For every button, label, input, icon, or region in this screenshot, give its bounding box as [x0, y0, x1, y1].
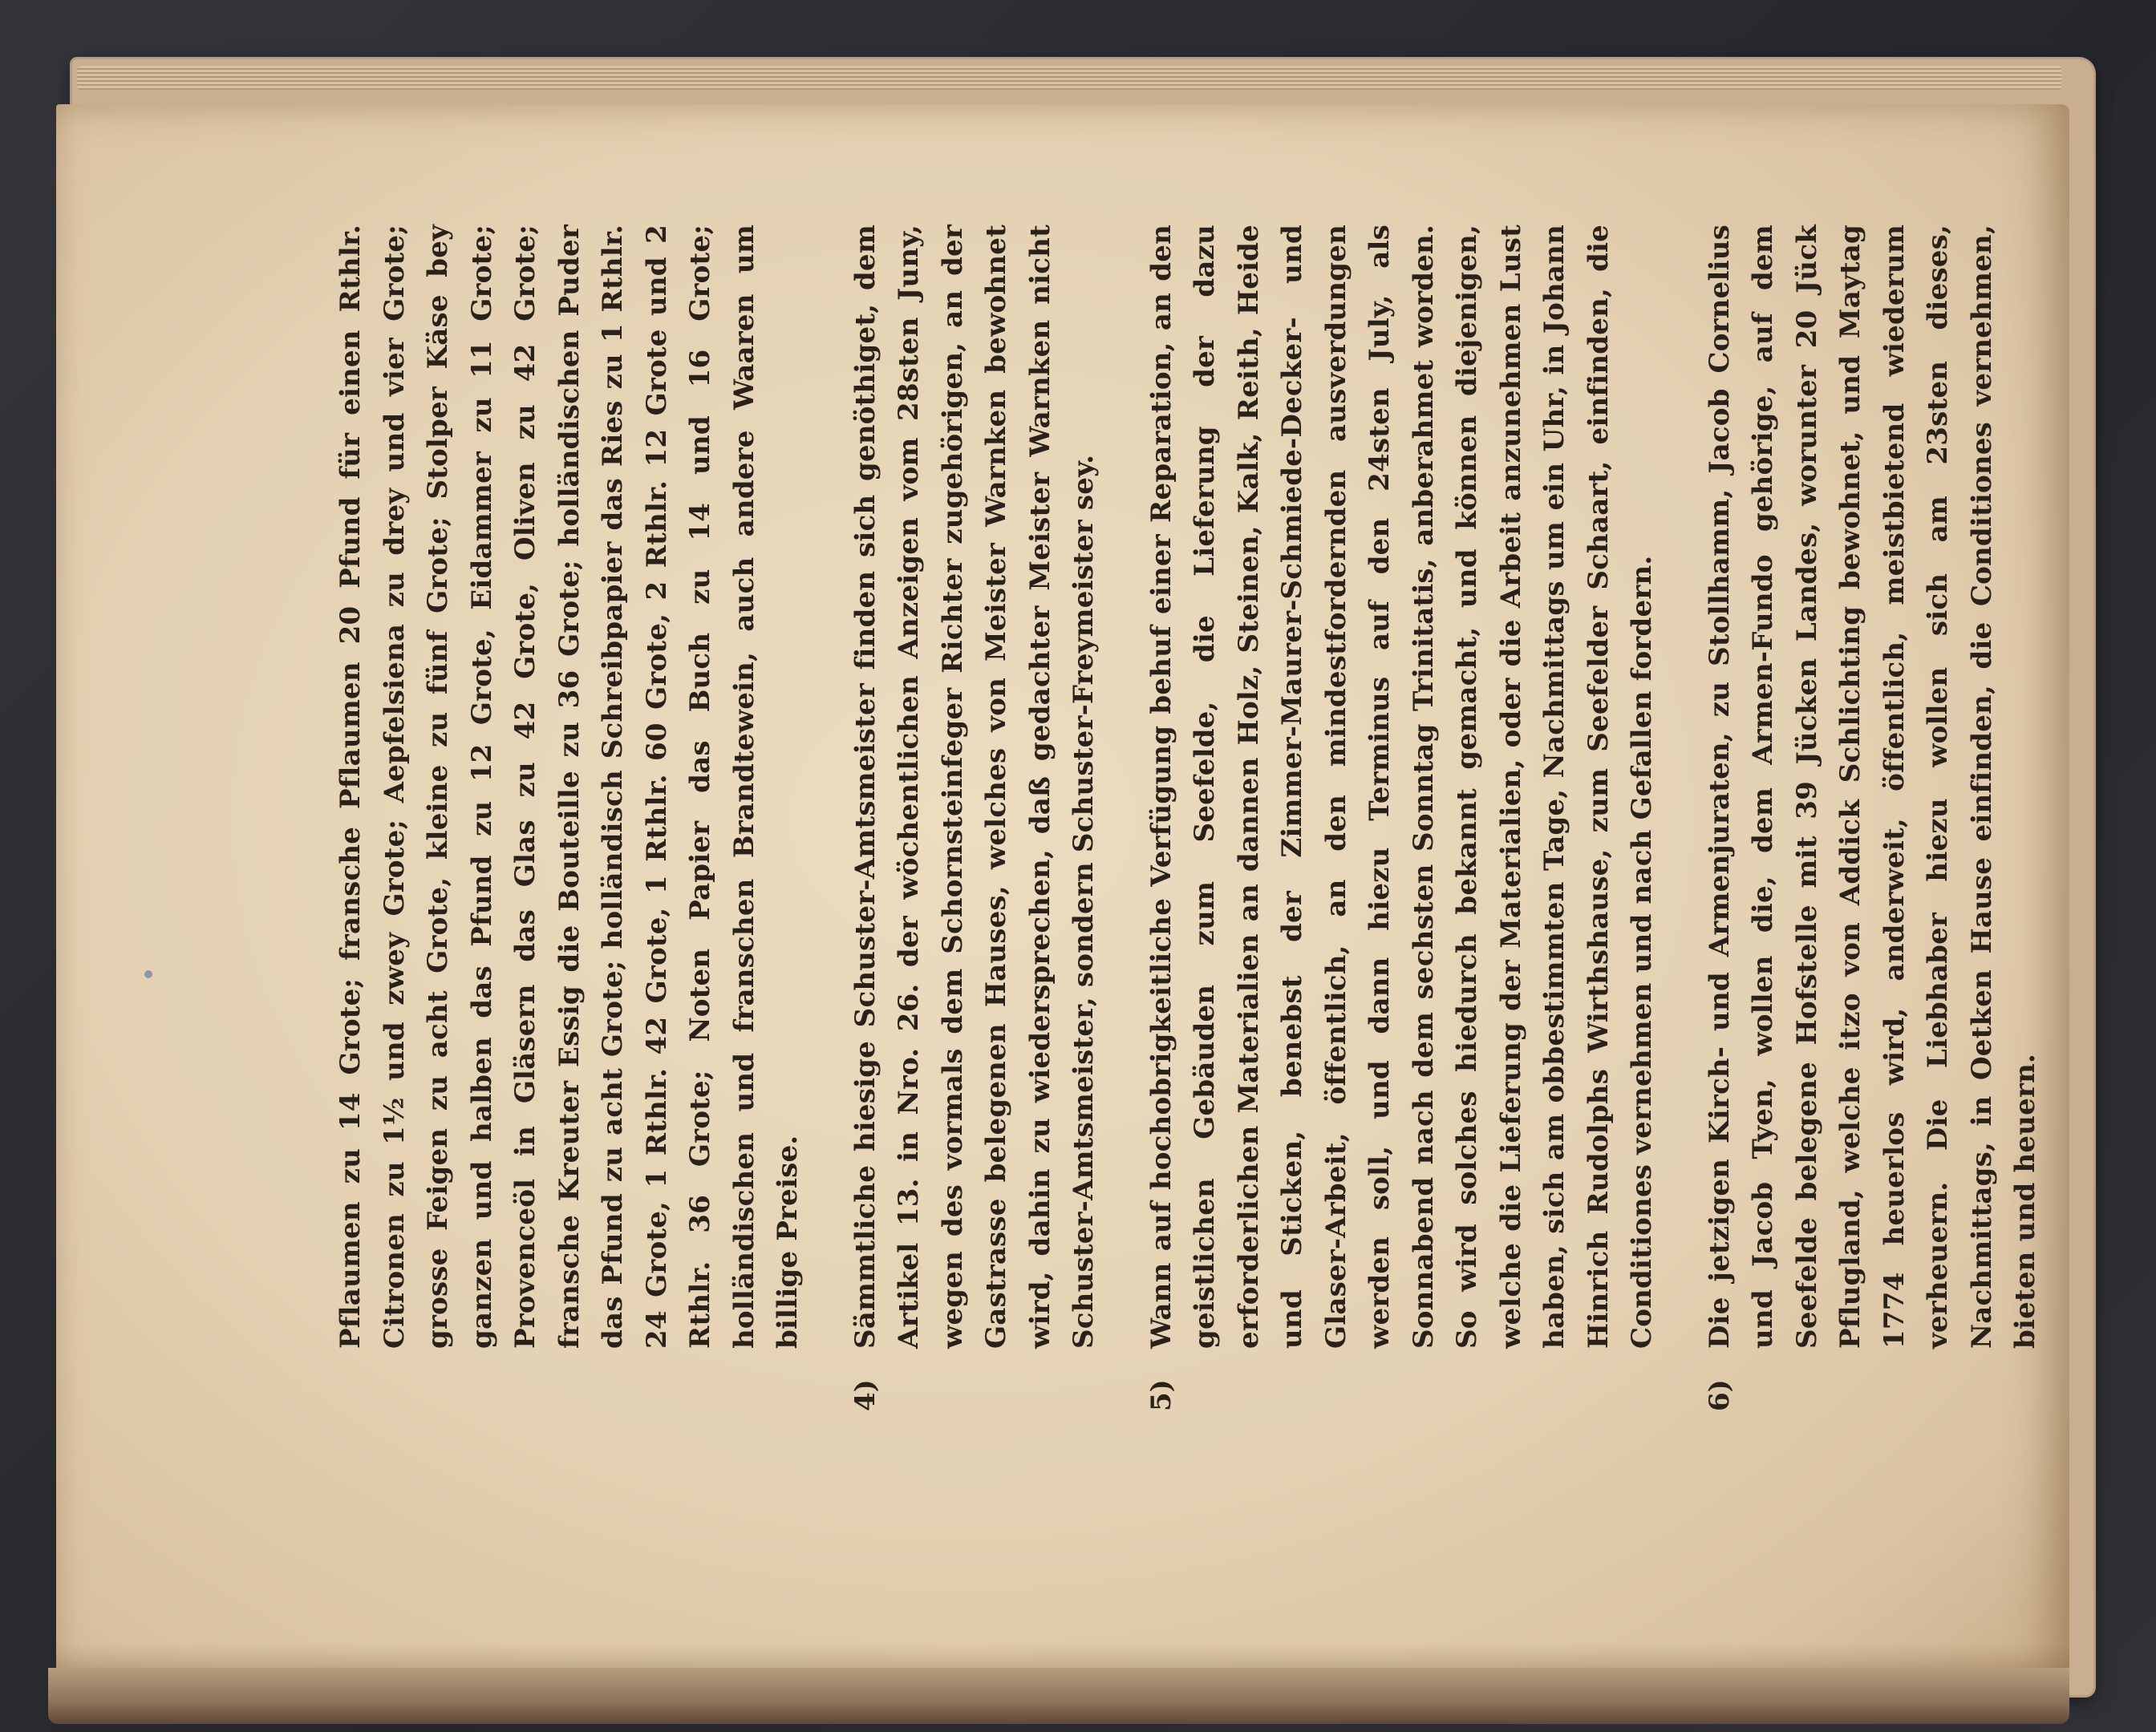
paragraph-number: 4)	[849, 1379, 881, 1411]
page-text-block	[329, 225, 2041, 1411]
ink-speck	[144, 970, 152, 978]
paragraph-3-continued	[329, 225, 810, 1411]
paragraph-text: Wann auf hochobrigkeitliche Verfügung behuf einer Reparation, an den geistlichen Gebäuden zum Seefelde, die Lieferung der dazu erforderlichen Materialien an dannen Holz, Steinen, Kalk, Reith, Heide und Sticken, benebst der Zimmer-Maurer-Schmiede-Decker- und Glaser-Arbeit, öffentlich, an den mindestfordernden ausverdungen werden soll, und dann hiezu Terminus auf den 24sten July, als Sonnabend nach dem sechsten Sonntag Trinitatis, anberahmet worden. So wird solches hiedurch bekannt gemacht, und können diejenigen, welche die Lieferung der Materialien, oder die Arbeit anzunehmen Lust haben, sich am obbestimmten Tage, Nachmittags um ein Uhr, in Johann Hinrich Rudolphs Wirthshause, zum Seefelder Schaart, einfinden, die Conditiones vernehmen und nach Gefallen fordern.	[1145, 225, 1658, 1349]
paragraph-number: 5)	[1145, 1379, 1177, 1411]
paragraph-number: 6)	[1703, 1379, 1736, 1411]
paragraph-4	[844, 225, 1106, 1411]
paragraph-5	[1140, 225, 1664, 1411]
paragraph-6	[1698, 225, 2048, 1411]
book-spine-edge	[48, 1668, 2069, 1724]
paragraph-text: Sämmtliche hiesige Schuster-Amtsmeister finden sich genöthiget, dem Artikel 13. in Nro. 26. der wöchentlichen Anzeigen vom 28sten Juny, wegen des vormals dem Schornsteinfeger Richter zugehörigen, an der Gastrasse belegenen Hauses, welches von Meister Warnken bewohnet wird, dahin zu wiedersprechen, daß gedachter Meister Warnken nicht Schuster-Amtsmeister, sondern Schuster-Freymeister sey.	[849, 225, 1100, 1349]
paragraph-text: Pflaumen zu 14 Grote; fransche Pflaumen 20 Pfund für einen Rthlr. Citronen zu 1½ und zwey Grote; Aepfelsiena zu drey und vier Grote; grosse Feigen zu acht Grote, kleine zu fünf Grote; Stolper Käse bey ganzen und halben das Pfund zu 12 Grote, Eidammer zu 11 Grote; Provenceöl in Gläsern das Glas zu 42 Grote, Oliven zu 42 Grote; fransche Kreuter Essig die Bouteille zu 36 Grote; holländischen Puder das Pfund zu acht Grote; holländisch Schreibpapier das Ries zu 1 Rthlr. 24 Grote, 1 Rthlr. 42 Grote, 1 Rthlr. 60 Grote, 2 Rthlr. 12 Grote und 2 Rthlr. 36 Grote; Noten Papier das Buch zu 14 und 16 Grote; holländischen und franschen Brandtewein, auch andere Waaren um billige Preise.	[334, 225, 804, 1349]
paragraph-text: Die jetzigen Kirch- und Armenjuraten, zu Stollhamm, Jacob Cornelius und Jacob Tyen, wollen die, dem Armen-Fundo gehörige, auf dem Seefelde belegene Hofstelle mit 39 Jücken Landes, worunter 20 Jück Pflugland, welche itzo von Addick Schlichting bewohnet, und Maytag 1774 heuerlos wird, anderweit, öffentlich, meistbietend wiederum verheuern. Die Liebhaber hiezu wollen sich am 23sten dieses, Nachmittags, in Oetken Hause einfinden, die Conditiones vernehmen, bieten und heuern.	[1703, 225, 2041, 1349]
